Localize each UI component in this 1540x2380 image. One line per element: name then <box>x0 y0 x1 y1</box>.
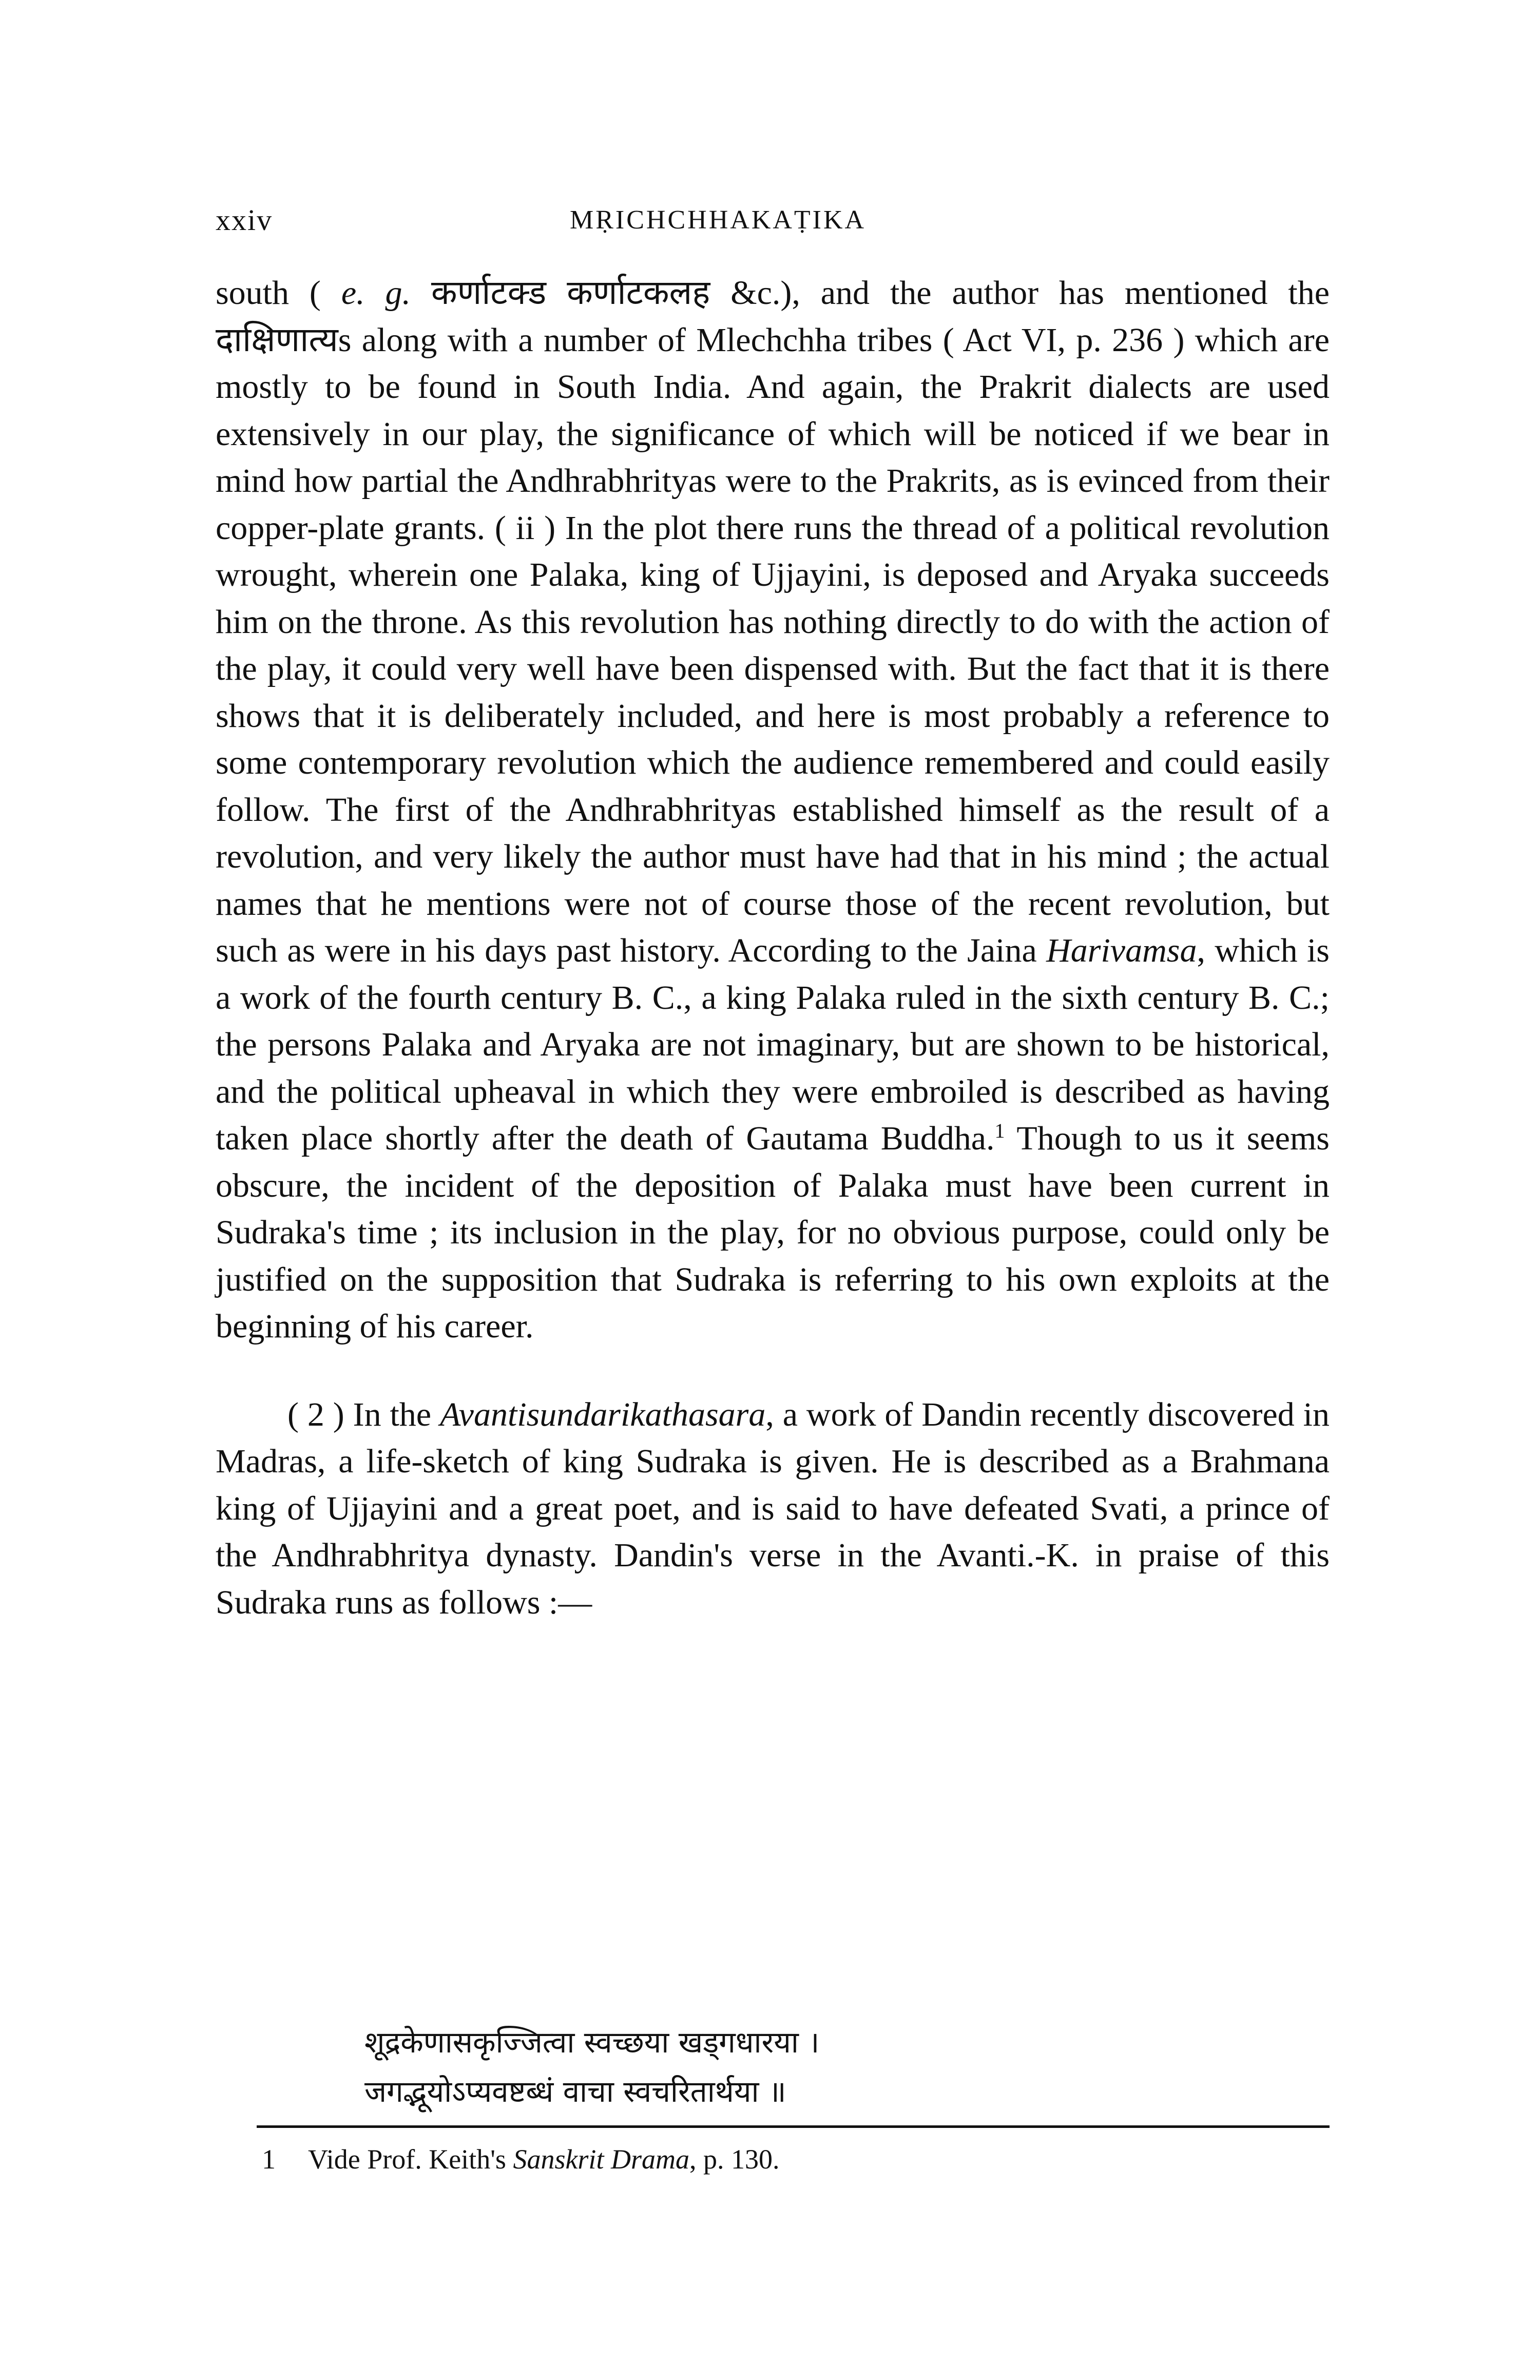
page-number: xxiv <box>216 203 273 237</box>
footnote-rule <box>257 2125 1330 2128</box>
paragraph-1: south ( e. g. कर्णाटक्‍ड कर्णाटकलह &c.), and the author has mentioned the दाक्षिणात्यs along with a number of Mlechchha tribes ( Act VI, p. 236 ) which are mostly to be found in South India. And again, the Prakrit dialects are used extensively in our play, the significance of which will be noticed if we bear in mind how partial the Andhrabhrityas were to the Prakrits, as is evinced from their copper-plate grants. ( ii ) In the plot there runs the thread of a political revolution wrought, wherein one Palaka, king of Ujjayini, is deposed and Aryaka succeeds him on the throne. As this revolution has nothing directly to do with the action of the play, it could very well have been dispensed with. But the fact that it is there shows that it is deliberately included, and here is most probably a reference to some contemporary revolution which the audience remembered and could easily follow. The first of the Andhrabhrityas established himself as the result of a revolution, and very likely the author must have had that in his mind ; the actual names that he mentions were not of course those of the recent revolution, but such as were in his days past history. According to the Jaina Harivamsa, which is a work of the fourth century B. C., a king Palaka ruled in the sixth century B. C.; the persons Palaka and Aryaka are not imaginary, but are shown to be historical, and the political upheaval in which they were embroiled is described as having taken place shortly after the death of Gautama Buddha.$^1$ Though to us it seems obscure, the incident of the deposition of Palaka must have been current in Sudraka's time ; its inclusion in the play, for no obvious purpose, could only be justified on the supposition that Sudraka is referring to his own exploits at the beginning of his career. <box>216 274 1330 1345</box>
footnote-mark: 1 <box>262 2144 276 2175</box>
verse-line-1: शूद्रकेणासकृज्जित्वा स्वच्छया खड्गधारया । <box>364 2025 820 2060</box>
footnote: 1 Vide Prof. Keith's Sanskrit Drama, p. 130. <box>262 2144 780 2175</box>
avantisundari-title: Avantisundarikathasara <box>439 1395 766 1433</box>
page-header <box>216 203 1330 244</box>
verse-line-2: जगद्भूयोऽप्यवष्टब्धं वाचा स्वचरितार्थया ॥ <box>364 2074 786 2109</box>
body-text <box>216 270 1330 1626</box>
running-title: MṚICHCHHAKAṬIKA <box>570 205 867 235</box>
paragraph-2: ( 2 ) In the Avantisundarikathasara, a work of Dandin recently discovered in Madras, a life-sketch of king Sudraka is given. He is described as a Brahmana king of Ujjayini and a great poet, and is said to have defeated Svati, a prince of the Andhrabhritya dynasty. Dandin's verse in the Avanti.-K. in praise of this Sudraka runs as follows :— <box>216 1395 1330 1621</box>
sanskrit-verse <box>364 2018 1288 2116</box>
harivamsa-title: Harivamsa <box>1046 932 1197 969</box>
sanskrit-drama-title: Sanskrit Drama <box>513 2144 689 2175</box>
footnote-reference: 1 <box>994 1119 1005 1142</box>
